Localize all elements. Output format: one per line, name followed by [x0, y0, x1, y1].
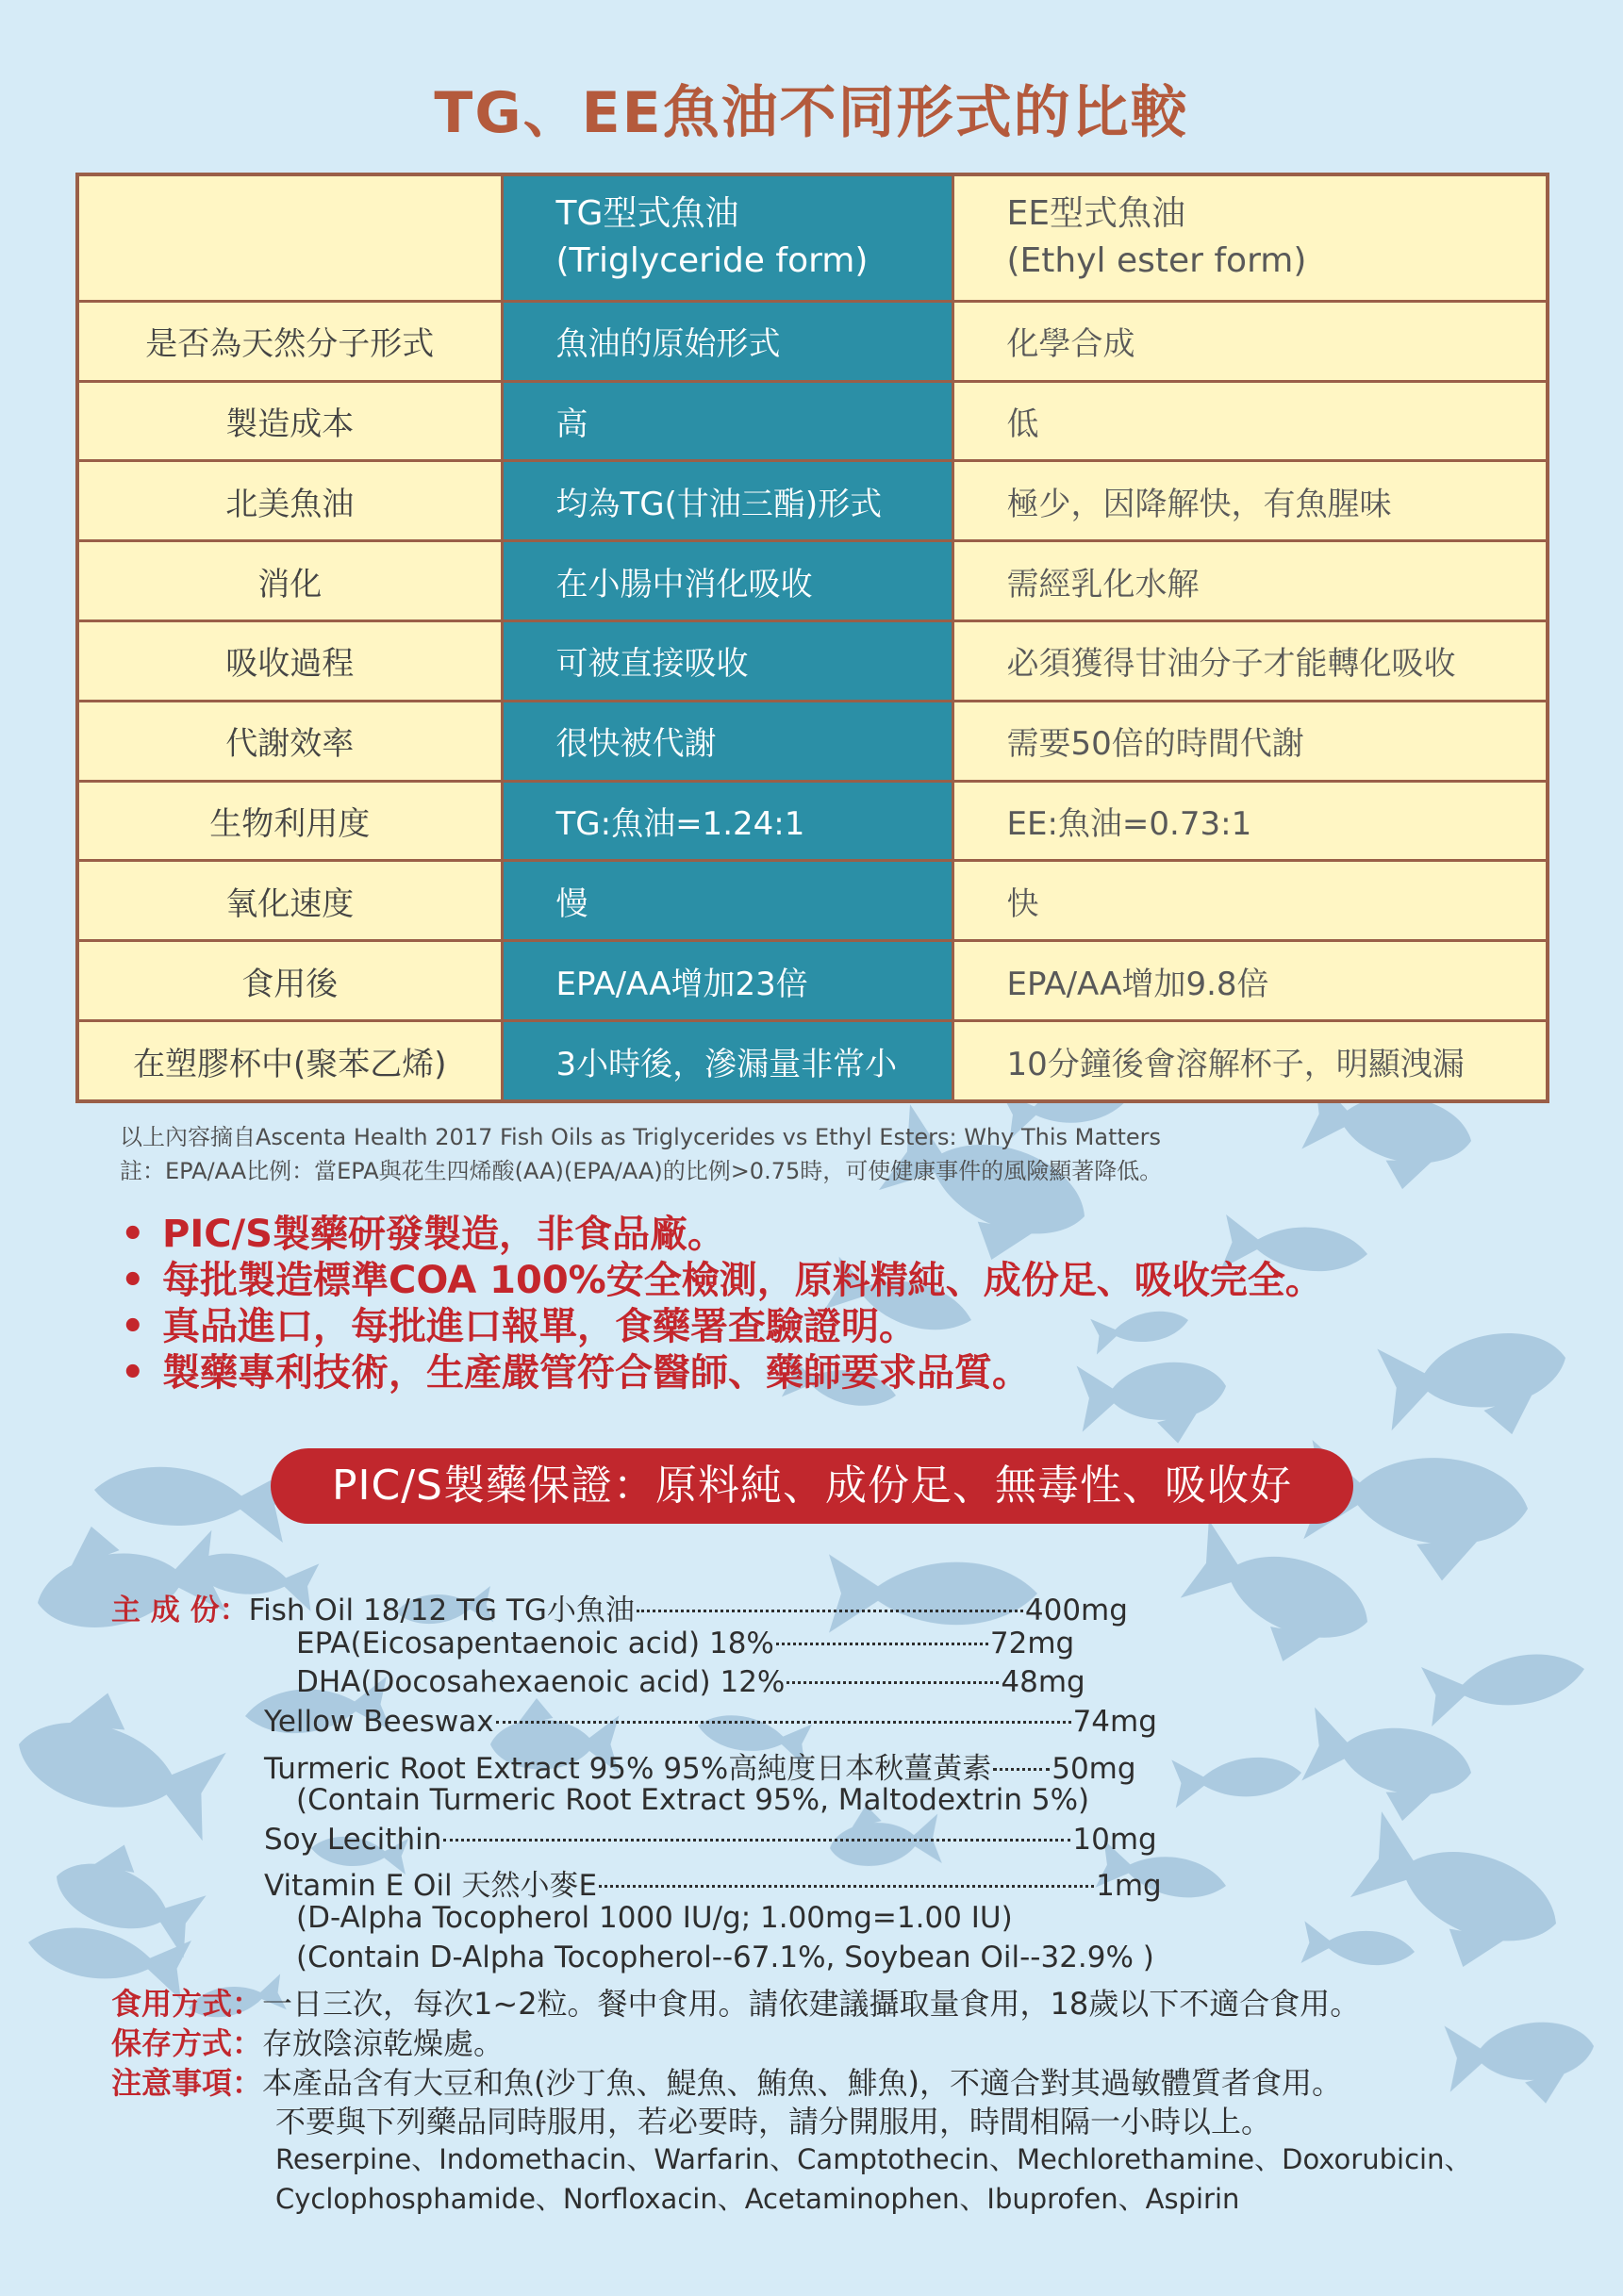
- dot-leader: [776, 1643, 988, 1645]
- caution-text: 不要與下列藥品同時服用，若必要時，請分開服用，時間相隔一小時以上。: [275, 2104, 1272, 2139]
- bullet-text: 製藥專利技術，生產嚴管符合醫師、藥師要求品質。: [162, 1351, 1030, 1395]
- ingredient-row: [296, 1627, 1074, 1660]
- ingredient-amount: 74mg: [1072, 1705, 1157, 1739]
- tg-value: 高: [502, 381, 952, 461]
- ee-value: 需要50倍的時間代謝: [952, 701, 1548, 781]
- ingredient-amount: 1mg: [1096, 1869, 1162, 1903]
- ee-value: EE:魚油=0.73:1: [952, 781, 1548, 861]
- header-empty-cell: [77, 174, 502, 301]
- ingredient-name: DHA(Docosahexaenoic acid) 12%: [296, 1665, 786, 1699]
- usage-text: 一日三次，每次1~2粒。餐中食用。請依建議攝取量食用，18歲以下不適合食用。: [262, 1986, 1361, 2022]
- tg-value: 3小時後，滲漏量非常小: [502, 1021, 952, 1101]
- header-ee-form: (Ethyl ester form): [1006, 241, 1307, 281]
- ingredient-row: [111, 1586, 1128, 1628]
- ingredient-amount: 48mg: [1001, 1665, 1085, 1699]
- table-row: [77, 301, 1548, 381]
- row-label: 代謝效率: [77, 701, 502, 781]
- header-tg: [502, 174, 952, 301]
- ingredient-row: [296, 1901, 1013, 1935]
- bullet-text: 每批製造標準COA 100%安全檢測，原料精純、成份足、吸收完全。: [162, 1259, 1323, 1302]
- bullet-icon: •: [121, 1351, 145, 1395]
- tg-value: 慢: [502, 861, 952, 941]
- ingredient-row: [296, 1665, 1085, 1699]
- page-title: TG、EE魚油不同形式的比較: [434, 80, 1189, 146]
- bullet-text: 真品進口，每批進口報單，食藥署查驗證明。: [162, 1305, 917, 1348]
- ingredient-row: [264, 1823, 1157, 1857]
- ee-value: 快: [952, 861, 1548, 941]
- dot-leader: [993, 1768, 1050, 1771]
- row-label: 北美魚油: [77, 461, 502, 541]
- tg-value: 在小腸中消化吸收: [502, 541, 952, 621]
- guarantee-banner: PIC/S製藥保證：原料純、成份足、無毒性、吸收好: [271, 1448, 1353, 1524]
- header-tg-form: (Triglyceride form): [555, 241, 869, 281]
- comparison-table: [75, 173, 1549, 1103]
- ingredient-name: EPA(Eicosapentaenoic acid) 18%: [296, 1627, 774, 1660]
- list-item: [121, 1258, 1323, 1304]
- ee-value: 低: [952, 381, 1548, 461]
- row-label: 食用後: [77, 941, 502, 1021]
- usage-label: 食用方式：: [111, 1986, 263, 2022]
- table-row: [77, 781, 1548, 861]
- drug-list-text: Reserpine、Indomethacin、Warfarin、Camptothecin、Mechlorethamine、Doxorubicin、: [275, 2143, 1472, 2175]
- ratio-note: 註：EPA/AA比例：當EPA與花生四烯酸(AA)(EPA/AA)的比例>0.75時，可使健康事件的風險顯著降低。: [120, 1158, 1163, 1184]
- ingredient-name: (Contain D-Alpha Tocopherol--67.1%, Soybean Oil--32.9% ): [296, 1941, 1154, 1974]
- ingredient-amount: 400mg: [1024, 1594, 1128, 1627]
- bullet-icon: •: [121, 1305, 145, 1348]
- ingredient-row: [296, 1941, 1154, 1974]
- row-label: 生物利用度: [77, 781, 502, 861]
- dot-leader: [599, 1885, 1094, 1888]
- dot-leader: [787, 1681, 999, 1684]
- ingredient-name: Soy Lecithin: [264, 1823, 442, 1857]
- row-label: 是否為天然分子形式: [77, 301, 502, 381]
- tg-value: 均為TG(甘油三酯)形式: [502, 461, 952, 541]
- ingredient-name: (D-Alpha Tocopherol 1000 IU/g; 1.00mg=1.00 IU): [296, 1901, 1013, 1935]
- table-row: [77, 941, 1548, 1021]
- header-ee: [952, 174, 1548, 301]
- tg-value: EPA/AA增加23倍: [502, 941, 952, 1021]
- caution-text: 本產品含有大豆和魚(沙丁魚、鯷魚、鮪魚、鯡魚)，不適合對其過敏體質者食用。: [262, 2065, 1342, 2101]
- ingredient-amount: 72mg: [989, 1627, 1075, 1660]
- ee-value: 10分鐘後會溶解杯子，明顯洩漏: [952, 1021, 1548, 1101]
- header-ee-name: EE型式魚油: [1006, 194, 1185, 234]
- list-item: [121, 1350, 1323, 1396]
- table-row: [77, 861, 1548, 941]
- table-row: [77, 381, 1548, 461]
- row-label: 消化: [77, 541, 502, 621]
- ee-value: 化學合成: [952, 301, 1548, 381]
- tg-value: 魚油的原始形式: [502, 301, 952, 381]
- storage-text: 存放陰涼乾燥處。: [262, 2025, 505, 2061]
- dot-leader: [637, 1610, 1023, 1612]
- feature-bullet-list: [121, 1212, 1323, 1396]
- dot-leader: [496, 1721, 1071, 1724]
- ingredient-row: [296, 1783, 1089, 1817]
- table-row: [77, 541, 1548, 621]
- tg-value: TG:魚油=1.24:1: [502, 781, 952, 861]
- table-row: [77, 701, 1548, 781]
- ingredient-name: Yellow Beeswax: [264, 1705, 494, 1739]
- tg-value: 很快被代謝: [502, 701, 952, 781]
- ee-value: 極少，因降解快，有魚腥味: [952, 461, 1548, 541]
- ingredient-name: Vitamin E Oil 天然小麥E: [264, 1869, 598, 1903]
- ingredient-row: [264, 1861, 1162, 1904]
- list-item: [121, 1304, 1323, 1350]
- drug-list: [275, 2139, 1471, 2177]
- header-tg-name: TG型式魚油: [555, 194, 739, 234]
- ingredient-row: [264, 1744, 1136, 1787]
- dot-leader: [443, 1839, 1070, 1842]
- row-label: 製造成本: [77, 381, 502, 461]
- source-notes: [120, 1120, 1162, 1188]
- storage-label: 保存方式：: [111, 2025, 263, 2061]
- table-row: [77, 1021, 1548, 1101]
- ee-value: 需經乳化水解: [952, 541, 1548, 621]
- table-row: [77, 621, 1548, 702]
- ingredient-name: Turmeric Root Extract 95% 95%高純度日本秋薑黃素: [264, 1752, 992, 1786]
- row-label: 在塑膠杯中(聚苯乙烯): [77, 1021, 502, 1101]
- bullet-icon: •: [121, 1213, 145, 1256]
- storage-row: [111, 2020, 504, 2063]
- row-label: 吸收過程: [77, 621, 502, 702]
- caution-label: 注意事項：: [111, 2065, 263, 2101]
- caution-row: [111, 2059, 1342, 2103]
- source-note: 以上內容摘自Ascenta Health 2017 Fish Oils as Triglycerides vs Ethyl Esters: Why This Matters: [120, 1124, 1162, 1150]
- caution-row: [275, 2098, 1271, 2141]
- ingredient-name: Fish Oil 18/12 TG TG小魚油: [248, 1594, 635, 1627]
- ingredient-amount: 10mg: [1072, 1823, 1157, 1857]
- list-item: [121, 1212, 1323, 1258]
- table-header-row: [77, 174, 1548, 301]
- bullet-icon: •: [121, 1259, 145, 1302]
- ingredient-amount: 50mg: [1052, 1752, 1136, 1786]
- ingredient-row: [264, 1705, 1157, 1739]
- drug-list: [275, 2178, 1239, 2217]
- bullet-text: PIC/S製藥研發製造，非食品廠。: [162, 1213, 725, 1256]
- usage-row: [111, 1980, 1360, 2023]
- table-row: [77, 461, 1548, 541]
- drug-list-text: Cyclophosphamide、Norfloxacin、Acetaminophen、Ibuprofen、Aspirin: [275, 2183, 1240, 2215]
- row-label: 氧化速度: [77, 861, 502, 941]
- ee-value: EPA/AA增加9.8倍: [952, 941, 1548, 1021]
- ee-value: 必須獲得甘油分子才能轉化吸收: [952, 621, 1548, 702]
- ingredient-name: (Contain Turmeric Root Extract 95%, Maltodextrin 5%): [296, 1783, 1090, 1817]
- ingredients-label: 主 成 份：: [111, 1594, 249, 1627]
- tg-value: 可被直接吸收: [502, 621, 952, 702]
